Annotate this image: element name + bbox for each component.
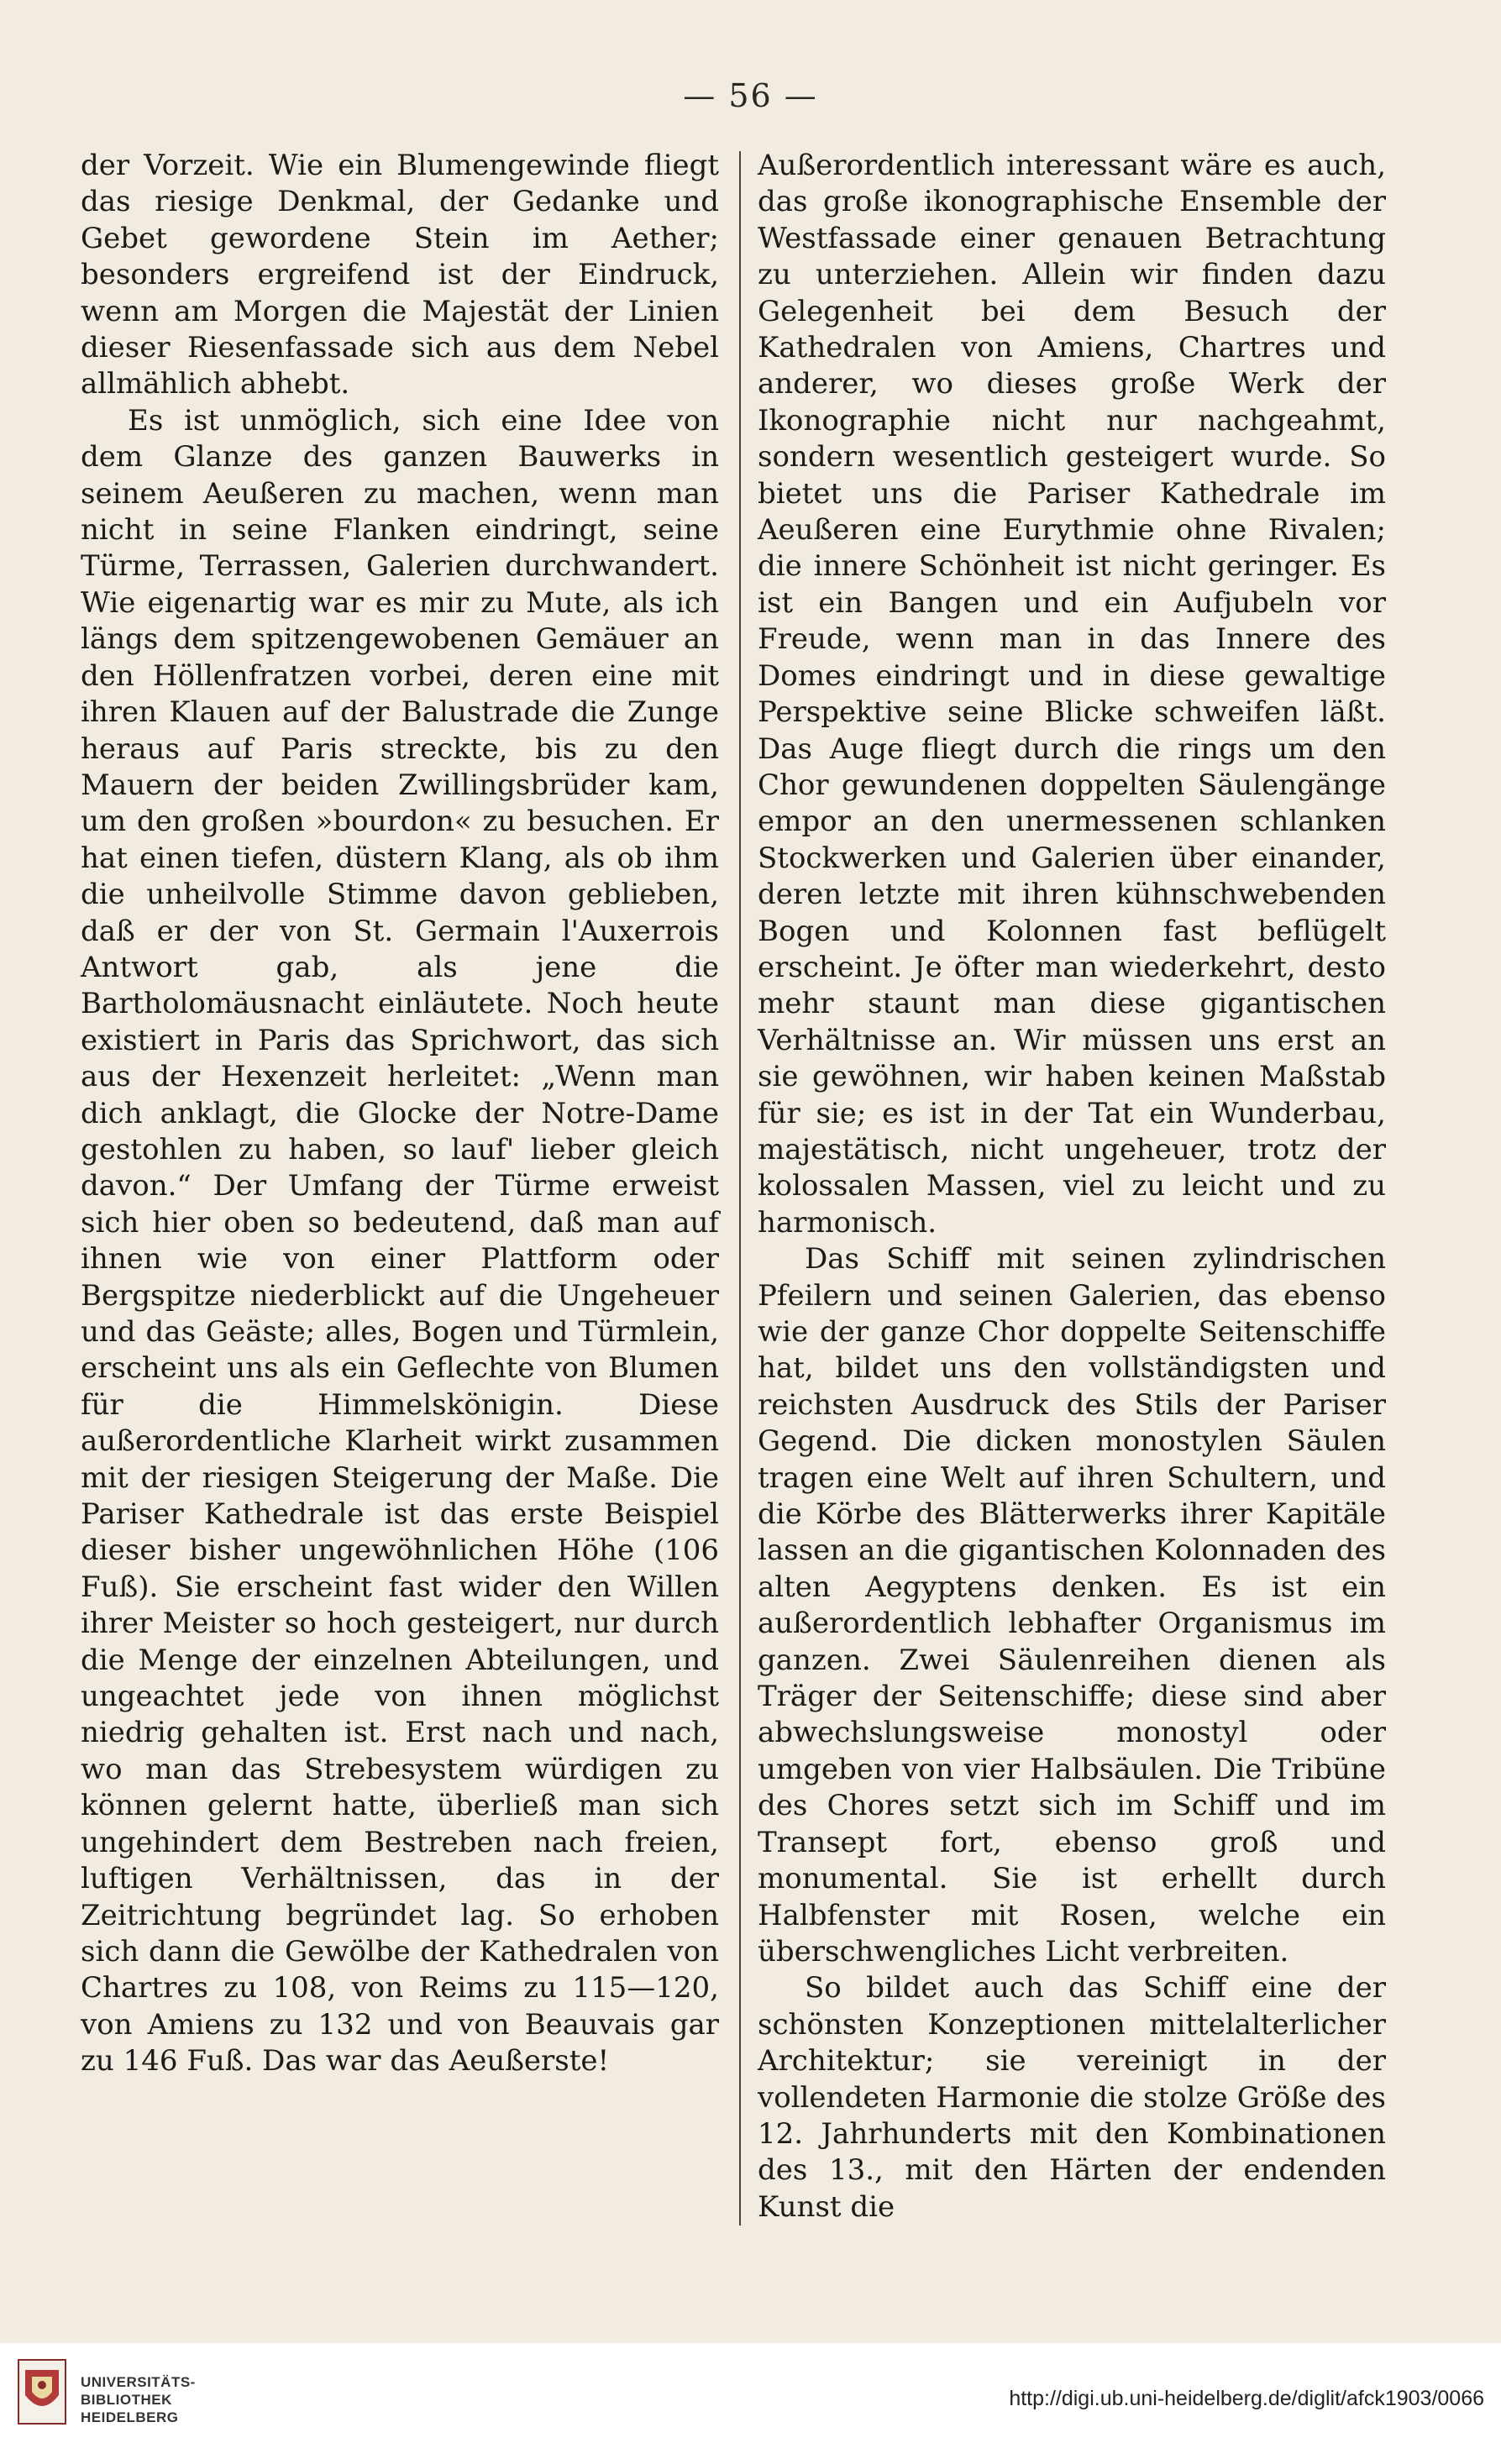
right-column bbox=[758, 148, 1386, 2225]
page-number: — 56 — bbox=[683, 77, 818, 114]
paragraph: Es ist unmöglich, sich eine Idee von dem Glanze des ganzen Bauwerks in seinem Aeußeren zu machen, wenn man nicht in seine Flanken eindringt, seine Türme, Terrassen, Galerien durchwandert. Wie eigenartig war es mir zu Mute, als ich längs dem spitzengewobenen Gemäuer an den Höllenfratzen vorbei, deren eine mit ihren Klauen auf der Balustrade die Zunge heraus auf Paris streckte, bis zu den Mauern der beiden Zwillingsbrüder kam, um den großen »bourdon« zu besuchen. Er hat einen tiefen, düstern Klang, als ob ihm die unheilvolle Stimme davon geblieben, daß er der von St. Germain l'Auxerrois Antwort gab, als jene die Bartholomäusnacht einläutete. Noch heute existiert in Paris das Sprichwort, das sich aus der Hexenzeit herleitet: „Wenn man dich anklagt, die Glocke der Notre-Dame gestohlen zu haben, so lauf' lieber gleich davon.“ Der Umfang der Türme erweist sich hier oben so bedeutend, daß man auf ihnen wie von einer Plattform oder Bergspitze niederblickt auf die Ungeheuer und das Geäste; alles, Bogen und Türmlein, erscheint uns als ein Geflechte von Blumen für die Himmelskönigin. Diese außerordentliche Klarheit wirkt zusammen mit der riesigen Steigerung der Maße. Die Pariser Kathedrale ist das erste Beispiel dieser bisher ungewöhnlichen Höhe (106 Fuß). Sie erscheint fast wider den Willen ihrer Meister so hoch gesteigert, nur durch die Menge der einzelnen Abteilungen, und ungeachtet jede von ihnen möglichst niedrig gehalten ist. Erst nach und nach, wo man das Strebesystem würdigen zu können gelernt hatte, überließ man sich ungehindert dem Bestreben nach freien, luftigen Verhältnissen, das in der Zeitrichtung begründet lag. So erhoben sich dann die Gewölbe der Kathedralen von Chartres zu 108, von Reims zu 115—120, von Amiens zu 132 und von Beauvais gar zu 146 Fuß. Das war das Aeußerste! bbox=[81, 403, 719, 2079]
paragraph: Außerordentlich interessant wäre es auch, das große ikonographische Ensemble der Westfassade einer genauen Betrachtung zu unterziehen. Allein wir finden dazu Gelegenheit bei dem Besuch der Kathedralen von Amiens, Chartres und anderer, wo dieses große Werk der Ikonographie nicht nur nachgeahmt, sondern wesentlich gesteigert wurde. So bietet uns die Pariser Kathedrale im Aeußeren eine Eurythmie ohne Rivalen; die innere Schönheit ist nicht geringer. Es ist ein Bangen und ein Aufjubeln vor Freude, wenn man in das Innere des Domes eindringt und in diese gewaltige Perspektive seine Blicke schweifen läßt. Das Auge fliegt durch die rings um den Chor gewundenen doppelten Säulengänge empor an den unermessenen schlanken Stockwerken und Galerien über einander, deren letzte mit ihren kühnschwebenden Bogen und Kolonnen fast beflügelt erscheint. Je öfter man wiederkehrt, desto mehr staunt man diese gigantischen Verhältnisse an. Wir müssen uns erst an sie gewöhnen, wir haben keinen Maßstab für sie; es ist in der Tat ein Wunderbau, majestätisch, nicht ungeheuer, trotz der kolossalen Massen, viel zu leicht und zu harmonisch. bbox=[758, 149, 1386, 1240]
paragraph: Das Schiff mit seinen zylindrischen Pfeilern und seinen Galerien, das ebenso wie der ganze Chor doppelte Seitenschiffe hat, bildet uns den vollständigsten und reichsten Ausdruck des Stils der Pariser Gegend. Die dicken monostylen Säulen tragen eine Welt auf ihren Schultern, und die Körbe des Blätterwerks ihrer Kapitäle lassen an die gigantischen Kolonnaden des alten Aegyptens denken. Es ist ein außerordentlich lebhafter Organismus im ganzen. Zwei Säulenreihen dienen als Träger der Seitenschiffe; diese sind aber abwechslungsweise monostyl oder umgeben von vier Halbsäulen. Die Tribüne des Chores setzt sich im Schiff und im Transept fort, ebenso groß und monumental. Sie ist erhellt durch Halbfenster mit Rosen, welche ein überschwengliches Licht verbreiten. bbox=[758, 1242, 1386, 1969]
left-column bbox=[81, 148, 719, 2080]
university-seal-icon bbox=[17, 2358, 67, 2425]
source-url-link[interactable]: http://digi.ub.uni-heidelberg.de/diglit/afck1903/0066 bbox=[1009, 2387, 1484, 2410]
paragraph: der Vorzeit. Wie ein Blumengewinde fliegt das riesige Denkmal, der Gedanke und Gebet gewordene Stein im Aether; besonders ergreifend ist der Eindruck, wenn am Morgen die Majestät der Linien dieser Riesenfassade sich aus dem Nebel allmählich abhebt. bbox=[81, 149, 719, 401]
paragraph: So bildet auch das Schiff eine der schönsten Konzeptionen mittelalterlicher Architektur; sie vereinigt in der vollendeten Harmonie die stolze Größe des 12. Jahrhunderts mit den Kombinationen des 13., mit den Härten der endenden Kunst die bbox=[758, 1971, 1386, 2224]
institution-line: UNIVERSITÄTS- bbox=[81, 2374, 196, 2390]
institution-line: BIBLIOTHEK bbox=[81, 2392, 172, 2408]
institution-line: HEIDELBERG bbox=[81, 2409, 179, 2425]
column-divider bbox=[739, 151, 741, 2225]
institution-name bbox=[81, 2373, 196, 2426]
